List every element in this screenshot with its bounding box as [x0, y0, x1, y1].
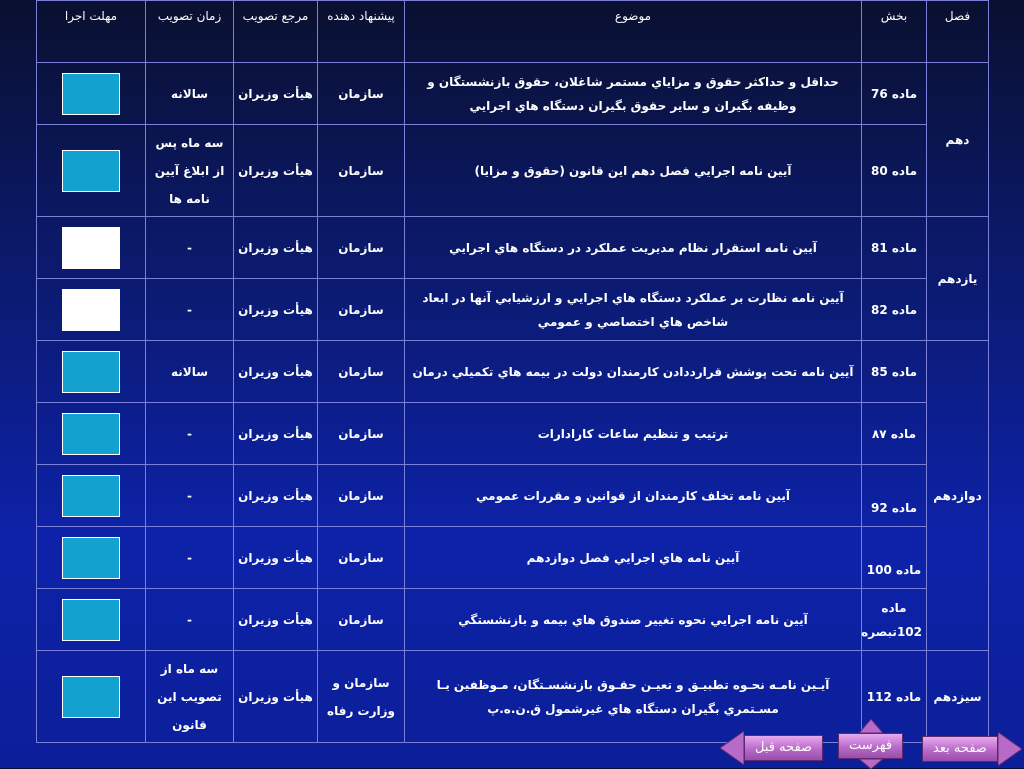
- approval-time-cell: -: [146, 279, 234, 341]
- deadline-box[interactable]: [62, 289, 120, 331]
- proposer-cell: سازمان: [318, 403, 405, 465]
- proposer-cell: سازمان: [318, 589, 405, 651]
- deadline-cell: [37, 589, 146, 651]
- header-deadline: مهلت اجرا: [37, 1, 146, 63]
- authority-cell: هيأت وزيران: [234, 465, 318, 527]
- approval-time-cell: -: [146, 403, 234, 465]
- topic-cell: آيين نامه تخلف كارمندان از قوانين و مقررات عمومي: [405, 465, 862, 527]
- index-button[interactable]: [838, 719, 903, 769]
- topic-cell: حداقل و حداكثر حقوق و مزاياي مستمر شاغلان، حقوق بازنشستگان و وظيفه بگيران و ساير حقوق بگيران دستگاه هاي اجرايي: [405, 63, 862, 125]
- approvals-table: [36, 0, 989, 743]
- table-row: [37, 527, 989, 589]
- deadline-box[interactable]: [62, 475, 120, 517]
- next-page-button[interactable]: [922, 732, 1022, 766]
- next-page-label: صفحه بعد: [922, 736, 998, 762]
- authority-cell: هيأت وزيران: [234, 341, 318, 403]
- approval-time-cell: سالانه: [146, 63, 234, 125]
- table-row: [37, 63, 989, 125]
- topic-cell: آيـين نامـه نحـوه تطبيـق و تعيـن حقـوق بازنشسـتگان، مـوظفين يـا مسـتمري بگيران دستگاه هاي غيرشمول ق.ن.ه.پ: [405, 651, 862, 743]
- header-topic: موضوع: [405, 1, 862, 63]
- approval-time-cell: -: [146, 217, 234, 279]
- table-row: [37, 125, 989, 217]
- authority-cell: هيأت وزيران: [234, 279, 318, 341]
- deadline-box[interactable]: [62, 599, 120, 641]
- article-cell: ماده 80: [862, 125, 927, 217]
- arrow-right-icon: [998, 732, 1022, 766]
- proposer-cell: سازمان: [318, 217, 405, 279]
- deadline-cell: [37, 341, 146, 403]
- article-cell: ماده 76: [862, 63, 927, 125]
- deadline-cell: [37, 527, 146, 589]
- article-cell: ماده 92: [862, 465, 927, 527]
- deadline-cell: [37, 279, 146, 341]
- proposer-cell: سازمان: [318, 125, 405, 217]
- approval-time-cell: سه ماه از تصويب اين قانون: [146, 651, 234, 743]
- deadline-box[interactable]: [62, 351, 120, 393]
- proposer-cell: سازمان: [318, 279, 405, 341]
- authority-cell: هيأت وزيران: [234, 125, 318, 217]
- deadline-cell: [37, 403, 146, 465]
- deadline-box[interactable]: [62, 537, 120, 579]
- proposer-cell: سازمان: [318, 341, 405, 403]
- arrow-left-icon: [720, 731, 744, 765]
- deadline-cell: [37, 651, 146, 743]
- article-cell: ماده 100: [862, 527, 927, 589]
- prev-page-button[interactable]: [720, 731, 823, 765]
- authority-cell: هيأت وزيران: [234, 589, 318, 651]
- deadline-cell: [37, 217, 146, 279]
- header-section: بخش: [862, 1, 927, 63]
- approval-time-cell: -: [146, 527, 234, 589]
- chapter-cell: يازدهم: [927, 217, 989, 341]
- topic-cell: آيين نامه اجرايي فصل دهم اين قانون (حقوق و مزايا): [405, 125, 862, 217]
- topic-cell: آيين نامه استقرار نظام مديريت عملكرد در دستگاه هاي اجرايي: [405, 217, 862, 279]
- authority-cell: هيأت وزيران: [234, 63, 318, 125]
- deadline-box[interactable]: [62, 150, 120, 192]
- proposer-cell: سازمان: [318, 63, 405, 125]
- deadline-box[interactable]: [62, 227, 120, 269]
- article-cell: ماده ۸۷: [862, 403, 927, 465]
- prev-page-label: صفحه قبل: [744, 735, 823, 761]
- article-cell: ماده 85: [862, 341, 927, 403]
- topic-cell: ترتيب و تنظيم ساعات كارادارات: [405, 403, 862, 465]
- authority-cell: هيأت وزيران: [234, 527, 318, 589]
- article-cell: ماده 82: [862, 279, 927, 341]
- article-cell: ماده 112: [862, 651, 927, 743]
- deadline-cell: [37, 465, 146, 527]
- header-authority: مرجع تصويب: [234, 1, 318, 63]
- chapter-cell: دوازدهم: [927, 341, 989, 651]
- header-row: [37, 1, 989, 63]
- authority-cell: هيأت وزيران: [234, 651, 318, 743]
- proposer-cell: سازمان: [318, 527, 405, 589]
- header-approval-time: زمان تصويب: [146, 1, 234, 63]
- index-label: فهرست: [838, 733, 903, 759]
- proposer-cell: سازمان: [318, 465, 405, 527]
- approval-time-cell: سالانه: [146, 341, 234, 403]
- table-row: [37, 279, 989, 341]
- header-proposer: پيشنهاد دهنده: [318, 1, 405, 63]
- approval-time-cell: -: [146, 589, 234, 651]
- chapter-cell: دهم: [927, 63, 989, 217]
- approval-time-cell: سه ماه پس از ابلاغ آيين نامه ها: [146, 125, 234, 217]
- deadline-cell: [37, 63, 146, 125]
- deadline-box[interactable]: [62, 413, 120, 455]
- table-row: [37, 341, 989, 403]
- table-row: [37, 589, 989, 651]
- topic-cell: آيين نامه تحت پوشش قرارددادن كارمندان دولت در بيمه هاي تكميلي درمان: [405, 341, 862, 403]
- topic-cell: آيين نامه نظارت بر عملكرد دستگاه هاي اجرايي و ارزشيابي آنها در ابعاد شاخص هاي اختصاصي و عمومي: [405, 279, 862, 341]
- deadline-cell: [37, 125, 146, 217]
- table-row: [37, 465, 989, 527]
- chapter-cell: سيزدهم: [927, 651, 989, 743]
- topic-cell: آيين نامه اجرايي نحوه تغيير صندوق هاي بيمه و بازنشستگي: [405, 589, 862, 651]
- authority-cell: هيأت وزيران: [234, 403, 318, 465]
- deadline-box[interactable]: [62, 676, 120, 718]
- article-cell: ماده 102تبصره: [862, 589, 927, 651]
- header-chapter: فصل: [927, 1, 989, 63]
- topic-cell: آيين نامه هاي اجرايي فصل دوازدهم: [405, 527, 862, 589]
- proposer-cell: سازمان و وزارت رفاه: [318, 651, 405, 743]
- arrow-up-icon: [859, 719, 883, 733]
- table-row: [37, 403, 989, 465]
- table-row: [37, 217, 989, 279]
- article-cell: ماده 81: [862, 217, 927, 279]
- deadline-box[interactable]: [62, 73, 120, 115]
- approval-time-cell: -: [146, 465, 234, 527]
- authority-cell: هيأت وزيران: [234, 217, 318, 279]
